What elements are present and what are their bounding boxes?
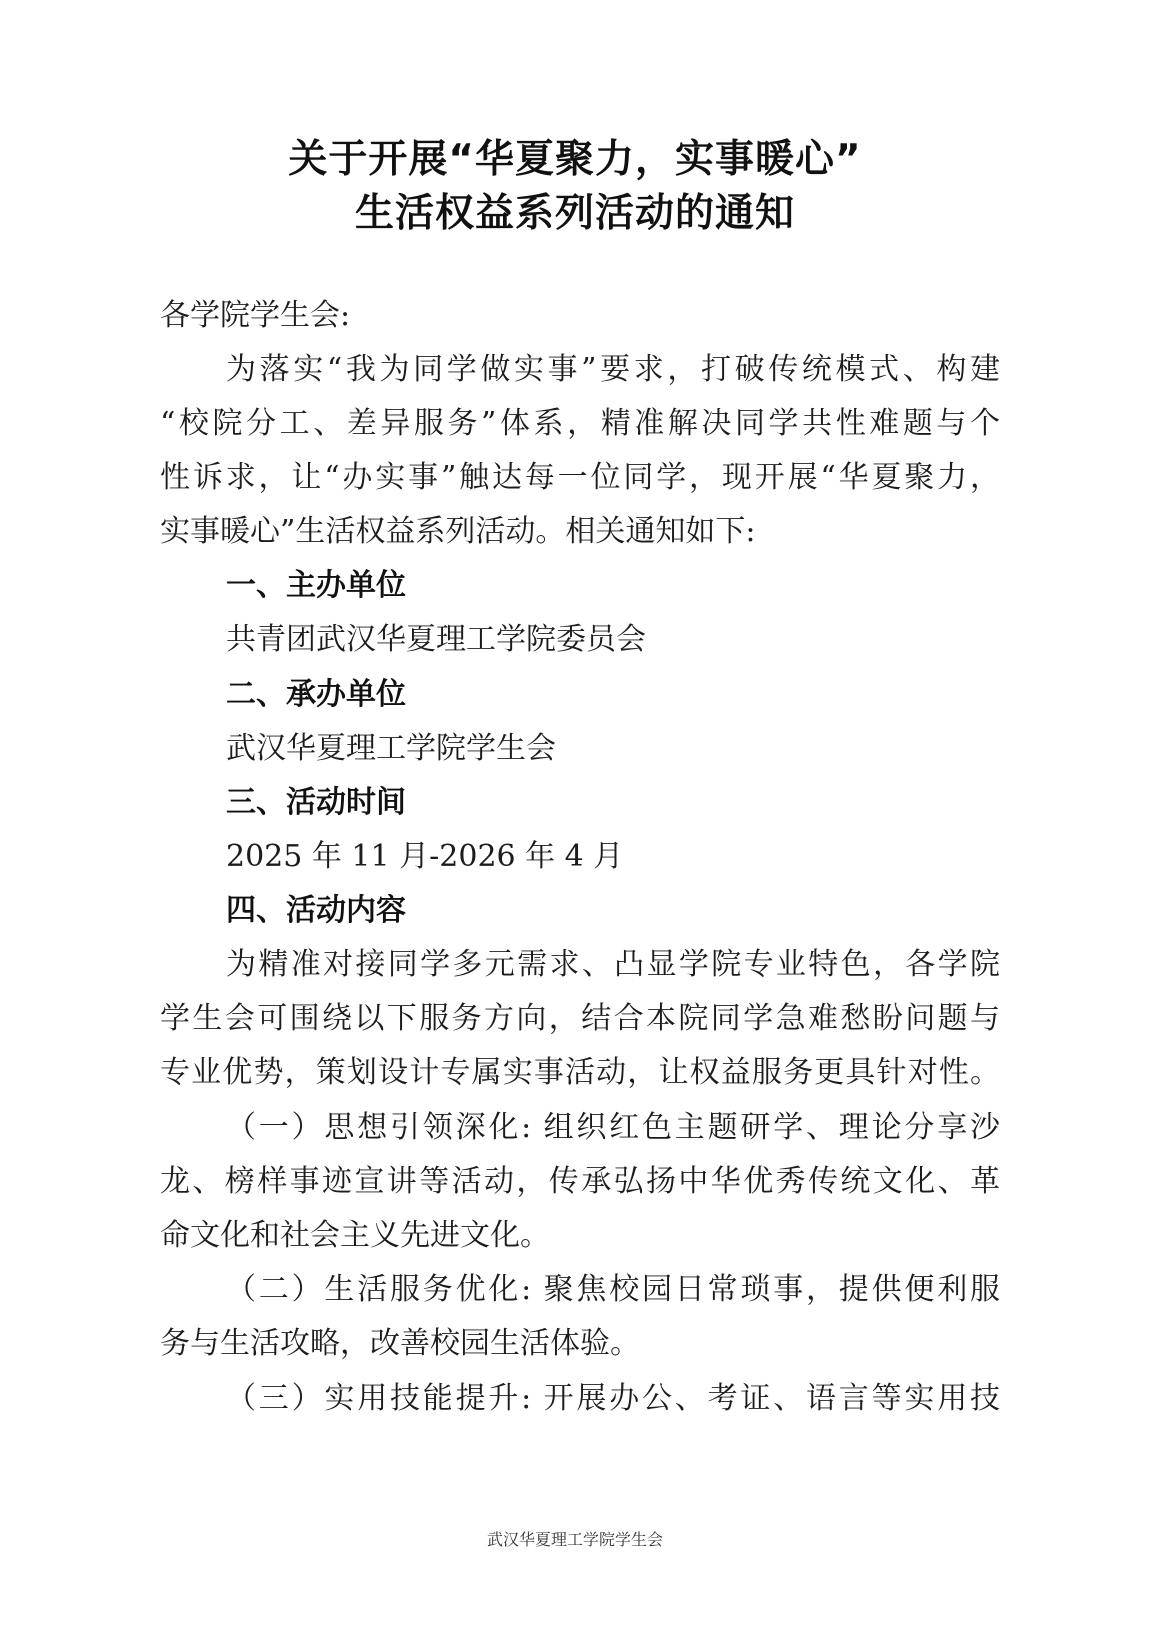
intro-line-2: “校院分工、差异服务”体系，精准解决同学共性难题与个 — [160, 406, 1000, 441]
item-2-line-2: 务与生活攻略，改善校园生活体验。 — [160, 1326, 640, 1361]
item-2-line-1: （二）生活服务优化: 聚焦校园日常琐事，提供便利服 — [226, 1272, 1000, 1307]
intro-line-4: 实事暖心”生活权益系列活动。相关通知如下: — [160, 514, 756, 549]
item-3-line-1: （三）实用技能提升: 开展办公、考证、语言等实用技 — [226, 1381, 1000, 1416]
section-4-para-line-3: 专业优势，策划设计专属实事活动，让权益服务更具针对性。 — [160, 1055, 1000, 1090]
item-1-line-1: （一）思想引领深化: 组织红色主题研学、理论分享沙 — [226, 1110, 1000, 1145]
section-1-text: 共青团武汉华夏理工学院委员会 — [226, 622, 646, 657]
page-footer: 武汉华夏理工学院学生会 — [486, 1530, 663, 1549]
intro-line-3: 性诉求，让“办实事”触达每一位同学，现开展“华夏聚力， — [160, 460, 1000, 495]
section-4-heading: 四、活动内容 — [226, 893, 406, 928]
section-2-text: 武汉华夏理工学院学生会 — [226, 731, 556, 766]
salutation: 各学院学生会: — [160, 298, 351, 333]
item-1-line-2: 龙、榜样事迹宣讲等活动，传承弘扬中华优秀传统文化、革 — [160, 1164, 1000, 1199]
section-4-para-line-2: 学生会可围绕以下服务方向，结合本院同学急难愁盼问题与 — [160, 1001, 1000, 1036]
document-title-line-2: 生活权益系列活动的通知 — [354, 191, 795, 236]
intro-line-1: 为落实“我为同学做实事”要求，打破传统模式、构建 — [226, 352, 1000, 387]
section-4-para-line-1: 为精准对接同学多元需求、凸显学院专业特色，各学院 — [226, 947, 1000, 982]
document-title-line-1: 关于开展“华夏聚力，实事暖心” — [288, 137, 862, 182]
item-1-line-3: 命文化和社会主义先进文化。 — [160, 1218, 550, 1253]
section-3-text: 2025 年 11 月-2026 年 4 月 — [226, 839, 624, 874]
section-2-heading: 二、承办单位 — [226, 677, 406, 712]
section-1-heading: 一、主办单位 — [226, 568, 406, 603]
section-3-heading: 三、活动时间 — [226, 785, 406, 820]
